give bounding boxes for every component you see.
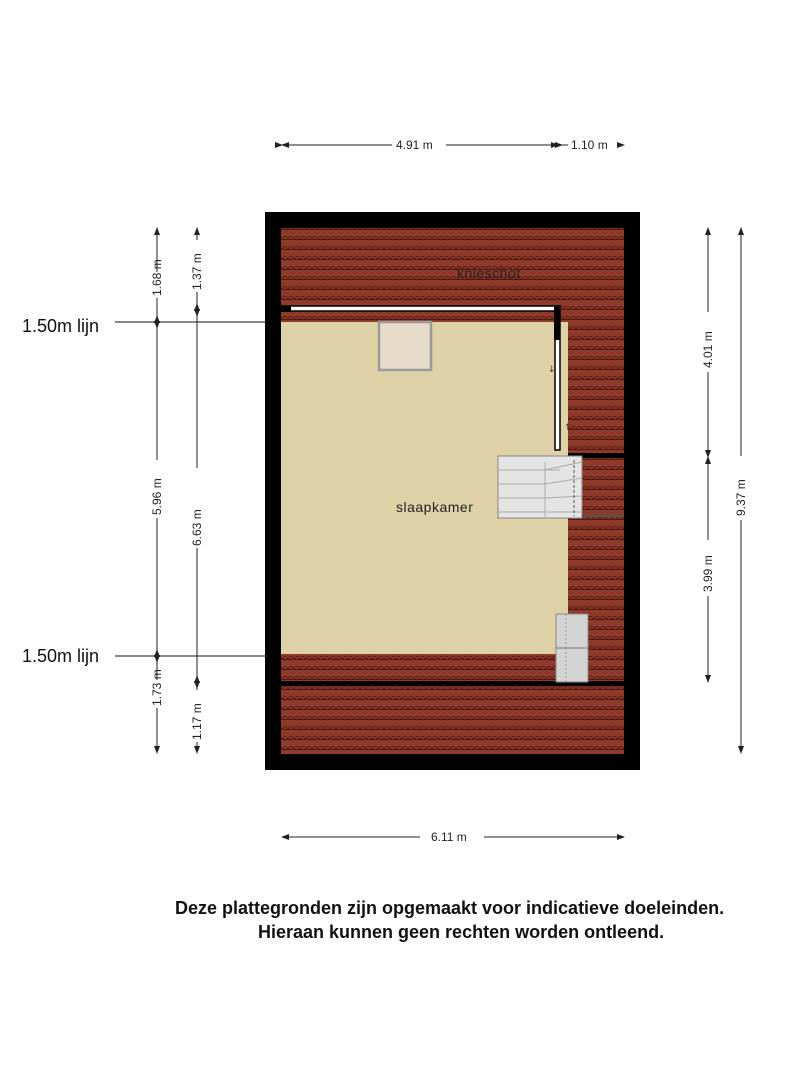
dim-right-inner (701, 228, 715, 682)
dim-bottom-label: 6.11 m (431, 830, 467, 844)
dim-left-outer-bottom-label: 1.73 m (150, 669, 164, 706)
arrow-up-icon: ↑ (564, 423, 572, 433)
dim-top-right-label: 1.10 m (571, 138, 608, 152)
dim-left-outer (150, 228, 164, 753)
wall-top-inner (281, 306, 558, 311)
dim-left-inner-top-label: 1.37 m (190, 253, 204, 290)
dim-bottom (282, 830, 624, 844)
disclaimer-line-2: Hieraan kunnen geen rechten worden ontleend. (258, 922, 665, 942)
roof-bottom (281, 686, 624, 754)
wall-left-stub-top (281, 306, 291, 312)
room-label-knieschot: knieschot (457, 265, 521, 281)
dim-right-outer (734, 228, 748, 753)
dim-left-inner-bottom-label: 1.17 m (190, 703, 204, 740)
dim-right-outer-label: 9.37 m (734, 479, 748, 516)
disclaimer-line-1: Deze plattegronden zijn opgemaakt voor indicatieve doeleinden. (175, 898, 725, 918)
dim-left-inner (190, 228, 204, 753)
dim-left-inner-mid-label: 6.63 m (190, 509, 204, 546)
dim-top (282, 138, 624, 152)
dim-left-outer-mid-label: 5.96 m (150, 478, 164, 515)
dim-right-inner-bottom-label: 3.99 m (701, 555, 715, 592)
dim-left-outer-top-label: 1.68 m (150, 259, 164, 296)
lijn-lower-label: 1.50m lijn (22, 646, 100, 666)
dim-right-inner-top-label: 4.01 m (701, 331, 715, 368)
wall-kink (554, 306, 560, 340)
room-label-slaapkamer: slaapkamer (396, 499, 474, 515)
skylight (379, 322, 431, 370)
dim-top-left-label: 4.91 m (396, 138, 433, 152)
lijn-upper-label: 1.50m lijn (22, 316, 100, 336)
arrow-down-icon: ↓ (548, 365, 556, 375)
cabinet (556, 614, 588, 682)
